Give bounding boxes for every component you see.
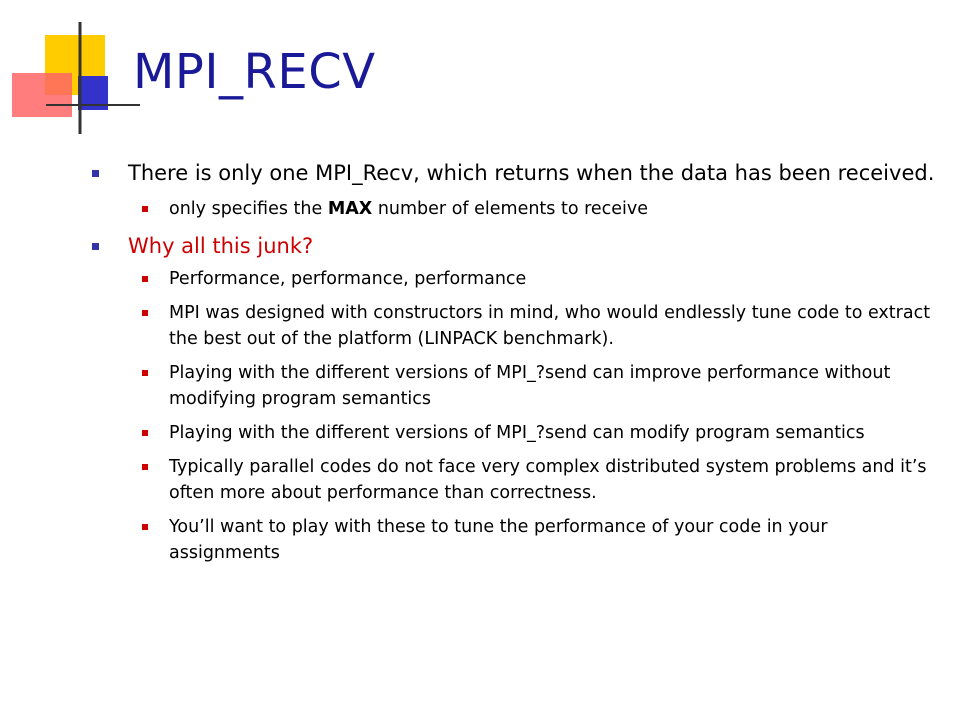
sub-bullet-square-icon: [142, 524, 148, 530]
sub-bullet-text: You’ll want to play with these to tune the performance of your code in your assignments: [169, 517, 828, 563]
sub-bullet-text-post: number of elements to receive: [372, 199, 649, 219]
sub-bullet-square-icon: [142, 206, 148, 212]
logo-red-square: [12, 73, 72, 117]
sub-bullet-item: [128, 360, 935, 412]
sub-bullet-item: [128, 514, 935, 566]
sub-bullet-item: [128, 420, 935, 446]
sub-bullet-item: [128, 266, 935, 292]
bullet-item: [90, 158, 935, 188]
sub-bullet-item: [128, 196, 935, 222]
sub-bullet-square-icon: [142, 370, 148, 376]
sub-bullet-item: [128, 454, 935, 506]
sub-bullet-text: Performance, performance, performance: [169, 269, 527, 289]
bullet-item: [90, 231, 935, 261]
slide-title: MPI_RECV: [133, 44, 376, 100]
sub-bullet-square-icon: [142, 310, 148, 316]
bullet-text: There is only one MPI_Recv, which returns when the data has been received.: [128, 161, 935, 185]
sub-bullet-text: Playing with the different versions of MPI_?send can modify program semantics: [169, 423, 865, 443]
sub-bullet-text-bold: MAX: [327, 199, 373, 219]
sub-bullet-square-icon: [142, 464, 148, 470]
sub-bullet-text: Typically parallel codes do not face very complex distributed system problems and it’s often more about performance than correctness.: [169, 457, 927, 503]
slide-body: [90, 158, 935, 566]
slide-logo-decoration: [0, 0, 140, 140]
sub-bullet-square-icon: [142, 276, 148, 282]
sub-bullet-text: Playing with the different versions of MPI_?send can improve performance without modifying program semantics: [169, 363, 891, 409]
sub-bullet-item: [128, 300, 935, 352]
bullet-square-icon: [92, 170, 99, 177]
bullet-text-highlighted: Why all this junk?: [128, 234, 314, 258]
sub-bullet-square-icon: [142, 430, 148, 436]
bullet-square-icon: [92, 243, 99, 250]
sub-bullet-text: MPI was designed with constructors in mind, who would endlessly tune code to extract the best out of the platform (LINPACK benchmark).: [169, 303, 931, 349]
sub-bullet-text-pre: only specifies the: [169, 199, 328, 219]
